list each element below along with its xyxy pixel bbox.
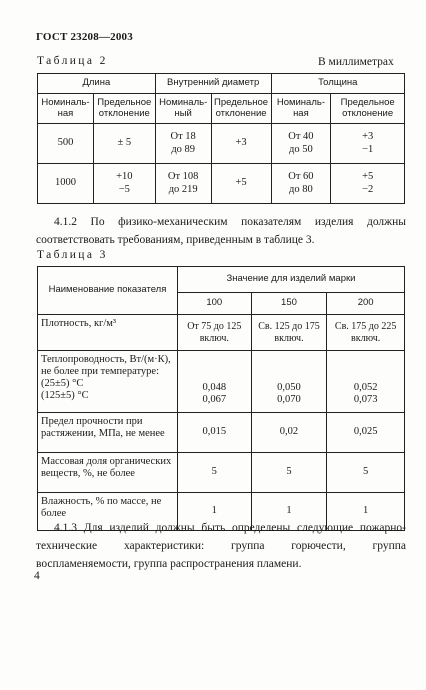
table2-subheader: Номиналь-ная: [271, 94, 331, 124]
table2-group-thickness: Толщина: [271, 74, 404, 94]
table-cell: +5 −2: [331, 164, 405, 204]
table3-mark-200: 200: [327, 293, 405, 315]
table-cell: От 60 до 80: [271, 164, 331, 204]
paragraph-4-1-2: 4.1.2 По физико-механическим показателям изделия должны соответствовать требованиям, приведенным в таблице 3.: [36, 216, 406, 246]
table-cell: Влажность, % по массе, не более: [38, 493, 178, 531]
table-cell: 1: [177, 493, 251, 531]
table-cell: 1: [251, 493, 327, 531]
table-cell: +5: [211, 164, 271, 204]
table-cell: 0,02: [251, 413, 327, 453]
table2-subheader: Номиналь-ный: [155, 94, 211, 124]
table-cell: От 40 до 50: [271, 124, 331, 164]
table-cell: 0,025: [327, 413, 405, 453]
table-cell: Св. 125 до 175 включ.: [251, 315, 327, 351]
table3-col-name-header: Наименование показателя: [38, 267, 178, 315]
table-cell: 5: [327, 453, 405, 493]
table3-col-group-header: Значение для изделий марки: [177, 267, 404, 293]
table-cell: 1: [327, 493, 405, 531]
table-cell: 1000: [38, 164, 94, 204]
table-cell: 5: [251, 453, 327, 493]
table-row: [38, 164, 405, 204]
table-cell: Теплопроводность, Вт/(м·К), не более при температуре: (25±5) °С (125±5) °С: [38, 351, 178, 413]
table2-subheader: Номиналь-ная: [38, 94, 94, 124]
table-cell: 0,048 0,067: [177, 351, 251, 413]
table-cell: От 108 до 219: [155, 164, 211, 204]
table2-subheader: Предельное отклонение: [93, 94, 155, 124]
table-cell: 0,015: [177, 413, 251, 453]
table-cell: ± 5: [93, 124, 155, 164]
table3-mark-100: 100: [177, 293, 251, 315]
table-cell: От 75 до 125 включ.: [177, 315, 251, 351]
table-cell: Массовая доля органических веществ, %, не более: [38, 453, 178, 493]
table2-group-diameter: Внутренний диаметр: [155, 74, 271, 94]
table-row: [38, 453, 405, 493]
table-cell: Предел прочности при растяжении, МПа, не менее: [38, 413, 178, 453]
table2-subheader: Предельное отклонение: [211, 94, 271, 124]
table2: [37, 73, 405, 204]
table3: [37, 266, 405, 531]
table2-group-length: Длина: [38, 74, 156, 94]
table-cell: +3 −1: [331, 124, 405, 164]
table-cell: 0,052 0,073: [327, 351, 405, 413]
paragraph-4-1-3: 4.1.3 Для изделий должны быть определены следующие пожарно-технические характеристики: группа горючести, группа воспламеняемости, группа распространения пламени.: [36, 522, 406, 570]
table-cell: 0,050 0,070: [251, 351, 327, 413]
table-cell: +10 −5: [93, 164, 155, 204]
table3-caption: Таблица 3: [37, 249, 108, 261]
table-cell: 500: [38, 124, 94, 164]
table2-units: В миллиметрах: [318, 56, 394, 68]
table-cell: Плотность, кг/м³: [38, 315, 178, 351]
table2-subheader: Предельное отклонение: [331, 94, 405, 124]
table-row: [38, 315, 405, 351]
document-header: ГОСТ 23208—2003: [36, 31, 133, 43]
table2-caption: Таблица 2: [37, 55, 108, 67]
page-number: 4: [34, 570, 40, 582]
table-cell: Св. 175 до 225 включ.: [327, 315, 405, 351]
table3-mark-150: 150: [251, 293, 327, 315]
table-row: [38, 351, 405, 413]
table-row: [38, 413, 405, 453]
table-cell: 5: [177, 453, 251, 493]
table-row: [38, 124, 405, 164]
table-cell: +3: [211, 124, 271, 164]
table-cell: От 18 до 89: [155, 124, 211, 164]
